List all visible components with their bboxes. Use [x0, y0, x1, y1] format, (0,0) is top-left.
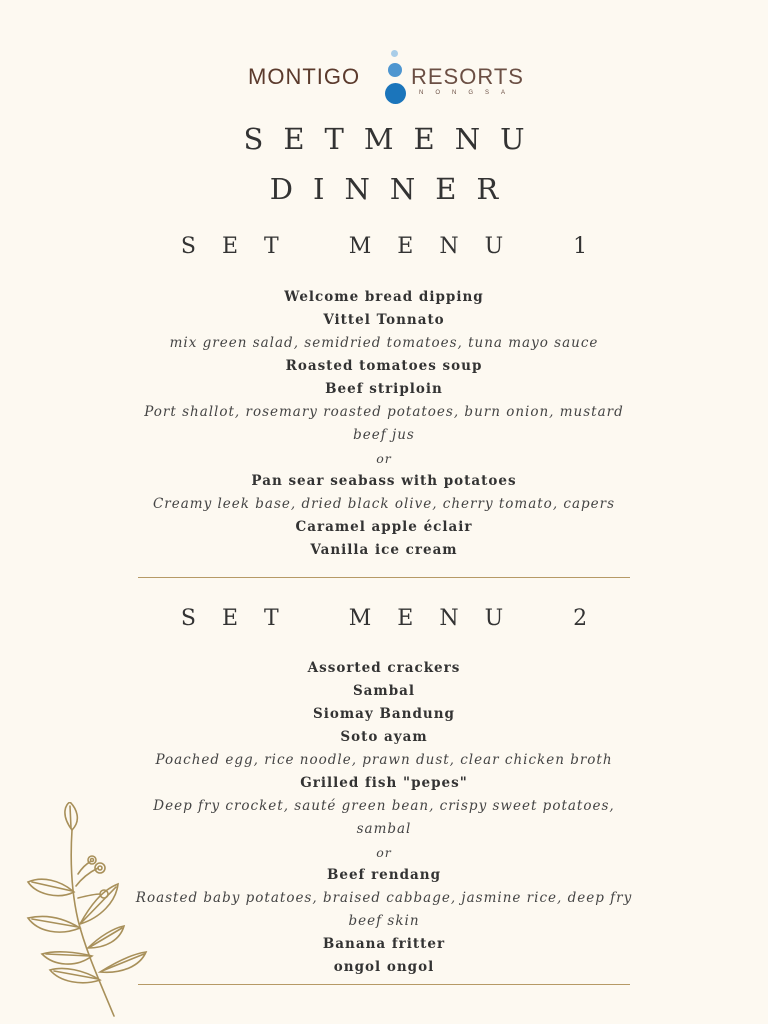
menu-item: Beef rendang — [326, 867, 442, 883]
menu-item: Pan sear seabass with potatoes — [251, 473, 517, 489]
menu-item: Soto ayam — [340, 729, 428, 745]
section-heading-text: S E T M E N U 1 — [180, 234, 588, 259]
menu-item: Welcome bread dipping — [284, 289, 484, 305]
section-heading-menu2 — [0, 606, 768, 631]
menu-item: Grilled fish "pepes" — [300, 775, 468, 791]
menu-item: Siomay Bandung — [313, 706, 455, 722]
menu1-list — [130, 286, 638, 562]
menu-item-description: Roasted baby potatoes, braised cabbage, jasmine rice, deep fry — [135, 890, 633, 906]
logo-dot-large-icon — [385, 83, 406, 104]
section-heading-text: S E T M E N U 2 — [180, 606, 588, 631]
section-heading-menu1 — [0, 234, 768, 259]
menu-item-description: Poached egg, rice noodle, prawn dust, clear chicken broth — [155, 752, 613, 768]
resort-logo — [0, 48, 768, 106]
menu-item-description: sambal — [356, 821, 412, 837]
menu-item-description: beef jus — [353, 427, 415, 443]
menu-item: Beef striploin — [325, 381, 443, 397]
menu-item: Sambal — [352, 683, 416, 699]
menu-item: Assorted crackers — [307, 660, 461, 676]
menu-item: ongol ongol — [333, 959, 435, 975]
logo-dot-medium-icon — [388, 63, 402, 77]
menu-or-separator: or — [376, 845, 392, 860]
section-divider — [138, 577, 630, 578]
menu-item-description: Port shallot, rosemary roasted potatoes, burn onion, mustard — [144, 404, 624, 420]
page-title-line1: SETMENU — [243, 122, 545, 156]
logo-subtitle: NONGSA — [419, 90, 518, 96]
menu-item: Vanilla ice cream — [310, 542, 458, 558]
menu-item: Banana fritter — [322, 936, 446, 952]
menu-item: Roasted tomatoes soup — [285, 358, 483, 374]
menu-item: Vittel Tonnato — [323, 312, 445, 328]
menu-item-description: Creamy leek base, dried black olive, cherry tomato, capers — [152, 496, 616, 512]
menu-or-separator: or — [376, 451, 392, 466]
logo-dot-small-icon — [391, 50, 398, 57]
sprig-illustration-icon — [20, 802, 152, 1020]
menu-item: Caramel apple éclair — [295, 519, 473, 535]
logo-word-resorts: RESORTS — [411, 64, 524, 89]
menu-item-description: beef skin — [348, 913, 420, 929]
section-divider — [138, 984, 630, 985]
menu2-list — [130, 657, 638, 979]
page-title-line2: DINNER — [269, 172, 519, 206]
logo-word-montigo: MONTIGO — [248, 64, 361, 89]
menu-item-description: Deep fry crocket, sauté green bean, crispy sweet potatoes, — [153, 798, 615, 814]
menu-item-description: mix green salad, semidried tomatoes, tuna mayo sauce — [169, 335, 599, 351]
